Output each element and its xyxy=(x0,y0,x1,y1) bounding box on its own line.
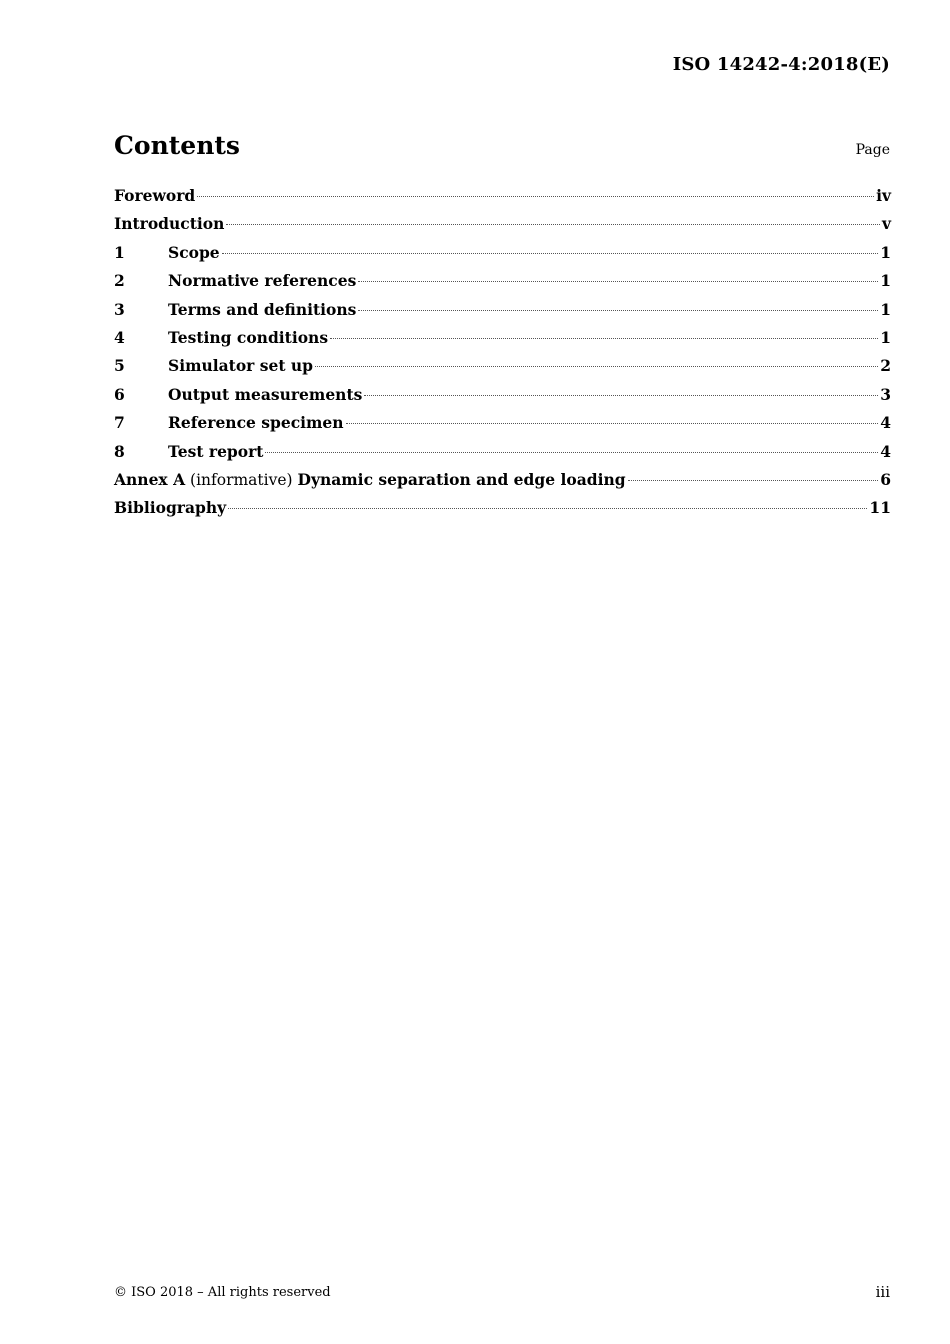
toc-entry-title-text: Normative references xyxy=(168,271,357,291)
toc-leader-dots xyxy=(265,452,878,453)
document-id: ISO 14242-4:2018(E) xyxy=(672,54,890,75)
toc-entry-number: 7 xyxy=(114,413,125,433)
toc-entry-annex-type: (informative) xyxy=(185,470,298,489)
toc-entry-number: 3 xyxy=(114,299,125,319)
toc-entry-title xyxy=(168,298,356,322)
toc-entry[interactable] xyxy=(114,326,891,354)
toc-entry[interactable] xyxy=(114,354,891,382)
toc-entry[interactable] xyxy=(114,468,891,496)
toc-entry-page: 3 xyxy=(880,384,891,404)
toc-leader-dots xyxy=(628,480,879,481)
toc-entry-page: 1 xyxy=(880,271,891,291)
toc-entry-page: iv xyxy=(876,186,891,205)
toc-entry-title-text: Output measurements xyxy=(168,384,363,404)
toc-entry-title-text: Terms and definitions xyxy=(168,299,357,319)
footer-page-number: iii xyxy=(875,1283,890,1301)
toc-entry-title-text: Simulator set up xyxy=(168,356,313,376)
toc-leader-dots xyxy=(364,395,878,396)
toc-entry-title xyxy=(168,326,328,350)
toc-entry-title xyxy=(168,411,344,435)
contents-title: Contents xyxy=(114,131,241,160)
toc-entry-page: 4 xyxy=(880,413,891,433)
toc-entry-title xyxy=(114,496,226,520)
toc-entry-title-text: Scope xyxy=(168,242,220,262)
toc-entry-number: 6 xyxy=(114,384,125,404)
toc-entry-title xyxy=(114,212,224,236)
toc-entry-number: 5 xyxy=(114,356,125,376)
toc-entry-title-text: Test report xyxy=(168,441,264,461)
toc-entry-number: 4 xyxy=(114,327,125,347)
toc-leader-dots xyxy=(358,310,878,311)
toc-entry-page: 1 xyxy=(880,299,891,319)
toc-entry[interactable] xyxy=(114,411,891,439)
toc-entry-page: 11 xyxy=(869,498,891,518)
toc-leader-dots xyxy=(197,196,874,197)
toc-entry-title xyxy=(114,184,195,208)
toc-entry-number: 1 xyxy=(114,242,125,262)
toc-entry-annex-title: Dynamic separation and edge loading xyxy=(297,469,626,489)
toc-entry-page: 2 xyxy=(880,356,891,376)
toc-entry-page: 6 xyxy=(880,469,891,489)
toc-entry-title xyxy=(114,468,626,492)
toc-entry-title-text: Annex A xyxy=(114,469,186,489)
toc-entry-title xyxy=(168,241,220,265)
toc-leader-dots xyxy=(228,508,867,509)
toc-leader-dots xyxy=(330,338,878,339)
toc-entry[interactable] xyxy=(114,269,891,297)
toc-leader-dots xyxy=(315,366,878,367)
page-column-label: Page xyxy=(855,142,890,158)
toc-entry-title xyxy=(168,440,263,464)
toc-entry[interactable] xyxy=(114,383,891,411)
toc-entry-page: 4 xyxy=(880,441,891,461)
toc-leader-dots xyxy=(226,224,880,225)
toc-entry[interactable] xyxy=(114,440,891,468)
toc-leader-dots xyxy=(358,281,878,282)
toc-entry-title-text: Foreword xyxy=(114,186,196,205)
toc-entry[interactable] xyxy=(114,496,891,524)
toc-entry-title xyxy=(168,269,356,293)
toc-entry[interactable] xyxy=(114,212,891,240)
toc-entry[interactable] xyxy=(114,241,891,269)
toc-entry-number: 2 xyxy=(114,271,125,291)
toc-entry[interactable] xyxy=(114,298,891,326)
footer-copyright: © ISO 2018 – All rights reserved xyxy=(114,1285,331,1300)
toc-entry[interactable] xyxy=(114,184,891,212)
toc-entry-title-text: Testing conditions xyxy=(168,327,329,347)
toc-entry-title xyxy=(168,354,313,378)
toc-entry-page: 1 xyxy=(880,327,891,347)
toc-entry-page: 1 xyxy=(880,242,891,262)
toc-entry-number: 8 xyxy=(114,441,125,461)
toc-leader-dots xyxy=(222,253,879,254)
toc-entry-title xyxy=(168,383,362,407)
toc-entry-title-text: Introduction xyxy=(114,214,225,234)
toc-entry-page: v xyxy=(881,214,891,234)
toc-leader-dots xyxy=(346,423,879,424)
table-of-contents xyxy=(114,184,891,525)
toc-entry-title-text: Reference specimen xyxy=(168,413,344,433)
toc-entry-title-text: Bibliography xyxy=(114,498,227,518)
